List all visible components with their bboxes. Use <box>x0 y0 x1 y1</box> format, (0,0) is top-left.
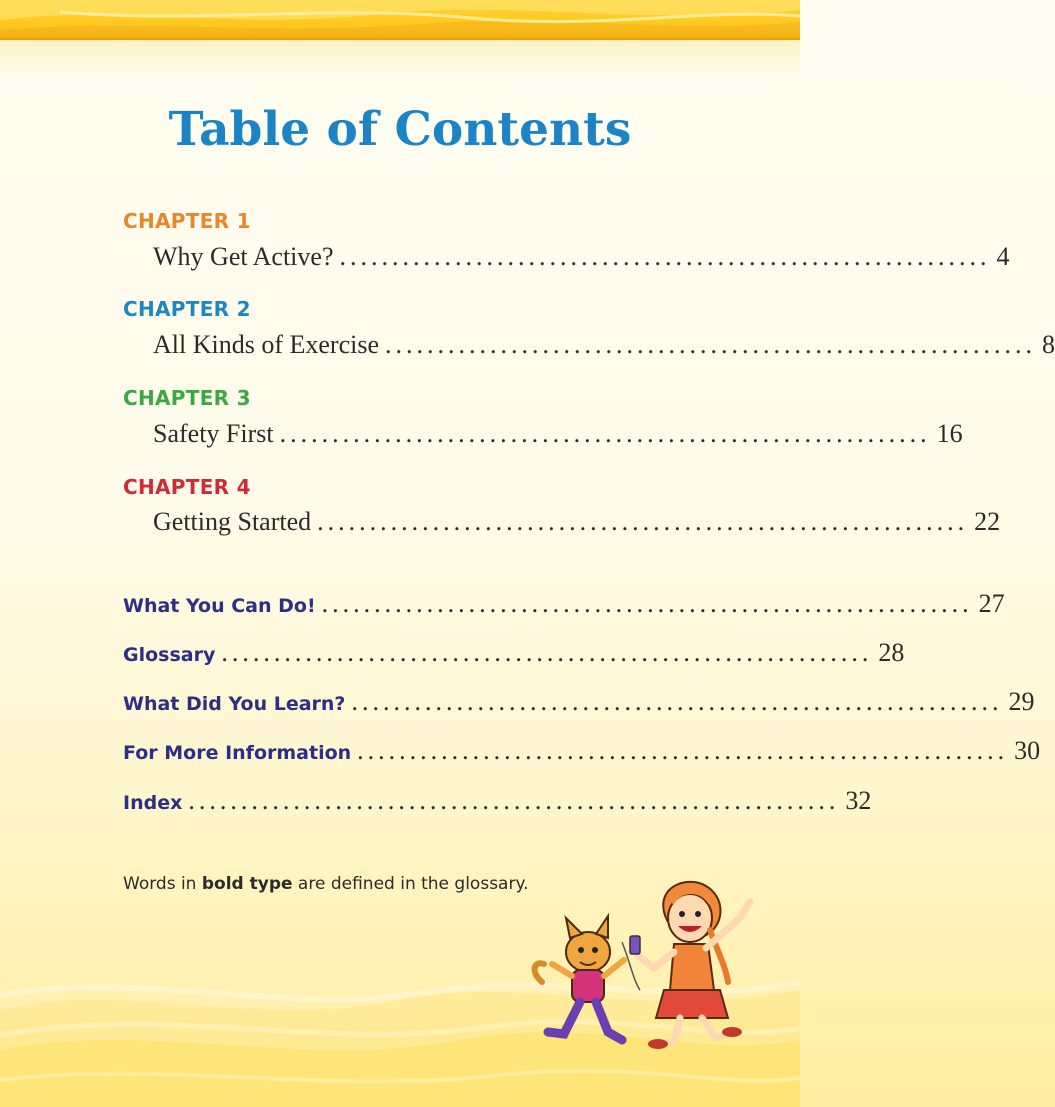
chapter-label: CHAPTER 4 <box>123 475 251 499</box>
toc-page-number: 29 <box>1008 687 1035 716</box>
toc-entry-title: For More Information <box>123 742 352 764</box>
toc-entry-title: What You Can Do! <box>123 595 316 617</box>
dot-leader: .............................................................. <box>317 507 969 536</box>
toc-page-number: 28 <box>878 638 905 667</box>
toc-page-number: 16 <box>936 419 963 448</box>
toc-page-number: 22 <box>974 507 1001 536</box>
toc-entry-why-get-active[interactable] <box>153 242 1010 272</box>
dot-leader: .............................................................. <box>351 687 1003 716</box>
dot-leader: .............................................................. <box>188 786 840 815</box>
cartoon-girl-dancing-icon <box>630 882 750 1049</box>
toc-entry-title: Glossary <box>123 644 216 666</box>
top-decorative-band <box>0 0 800 40</box>
chapter-label: CHAPTER 2 <box>123 297 251 321</box>
toc-page-number: 27 <box>978 589 1005 618</box>
toc-entry-what-did-you-learn[interactable] <box>123 687 1035 717</box>
note-text-end: are defined in the glossary. <box>292 874 529 894</box>
toc-entry-title: Safety First <box>153 419 274 448</box>
toc-entry-title: Getting Started <box>153 507 312 536</box>
toc-entry-for-more-information[interactable] <box>123 736 1041 766</box>
toc-entry-index[interactable] <box>123 786 872 816</box>
toc-entry-what-you-can-do[interactable] <box>123 589 1005 619</box>
note-bold-text: bold type <box>201 874 293 894</box>
top-glow <box>0 40 800 80</box>
toc-entry-getting-started[interactable] <box>153 507 1001 537</box>
dot-leader: .............................................................. <box>339 242 991 271</box>
dot-leader: .............................................................. <box>221 638 873 667</box>
chapter-label: CHAPTER 3 <box>123 386 251 410</box>
toc-entry-title: All Kinds of Exercise <box>153 330 380 359</box>
cartoon-cat-dancing-icon <box>535 916 640 1040</box>
toc-entry-all-kinds-of-exercise[interactable] <box>153 330 1055 360</box>
toc-page-number: 32 <box>845 786 872 815</box>
toc-entry-safety-first[interactable] <box>153 419 963 449</box>
toc-entry-glossary[interactable] <box>123 638 905 668</box>
dot-leader: .............................................................. <box>279 419 931 448</box>
toc-entry-title: Why Get Active? <box>153 242 334 271</box>
toc-page-number: 8 <box>1042 330 1055 359</box>
note-text: Words in <box>123 874 202 894</box>
page-title: Table of Contents <box>168 102 632 157</box>
dancing-kids-illustration <box>530 872 780 1052</box>
toc-entry-title: What Did You Learn? <box>123 693 346 715</box>
dot-leader: .............................................................. <box>321 589 973 618</box>
toc-entry-title: Index <box>123 792 183 814</box>
toc-page-number: 4 <box>996 242 1010 271</box>
chapter-label: CHAPTER 1 <box>123 209 251 233</box>
dot-leader: .............................................................. <box>357 736 1009 765</box>
dot-leader: .............................................................. <box>385 330 1037 359</box>
toc-page-number: 30 <box>1014 736 1041 765</box>
glossary-note <box>123 874 529 894</box>
